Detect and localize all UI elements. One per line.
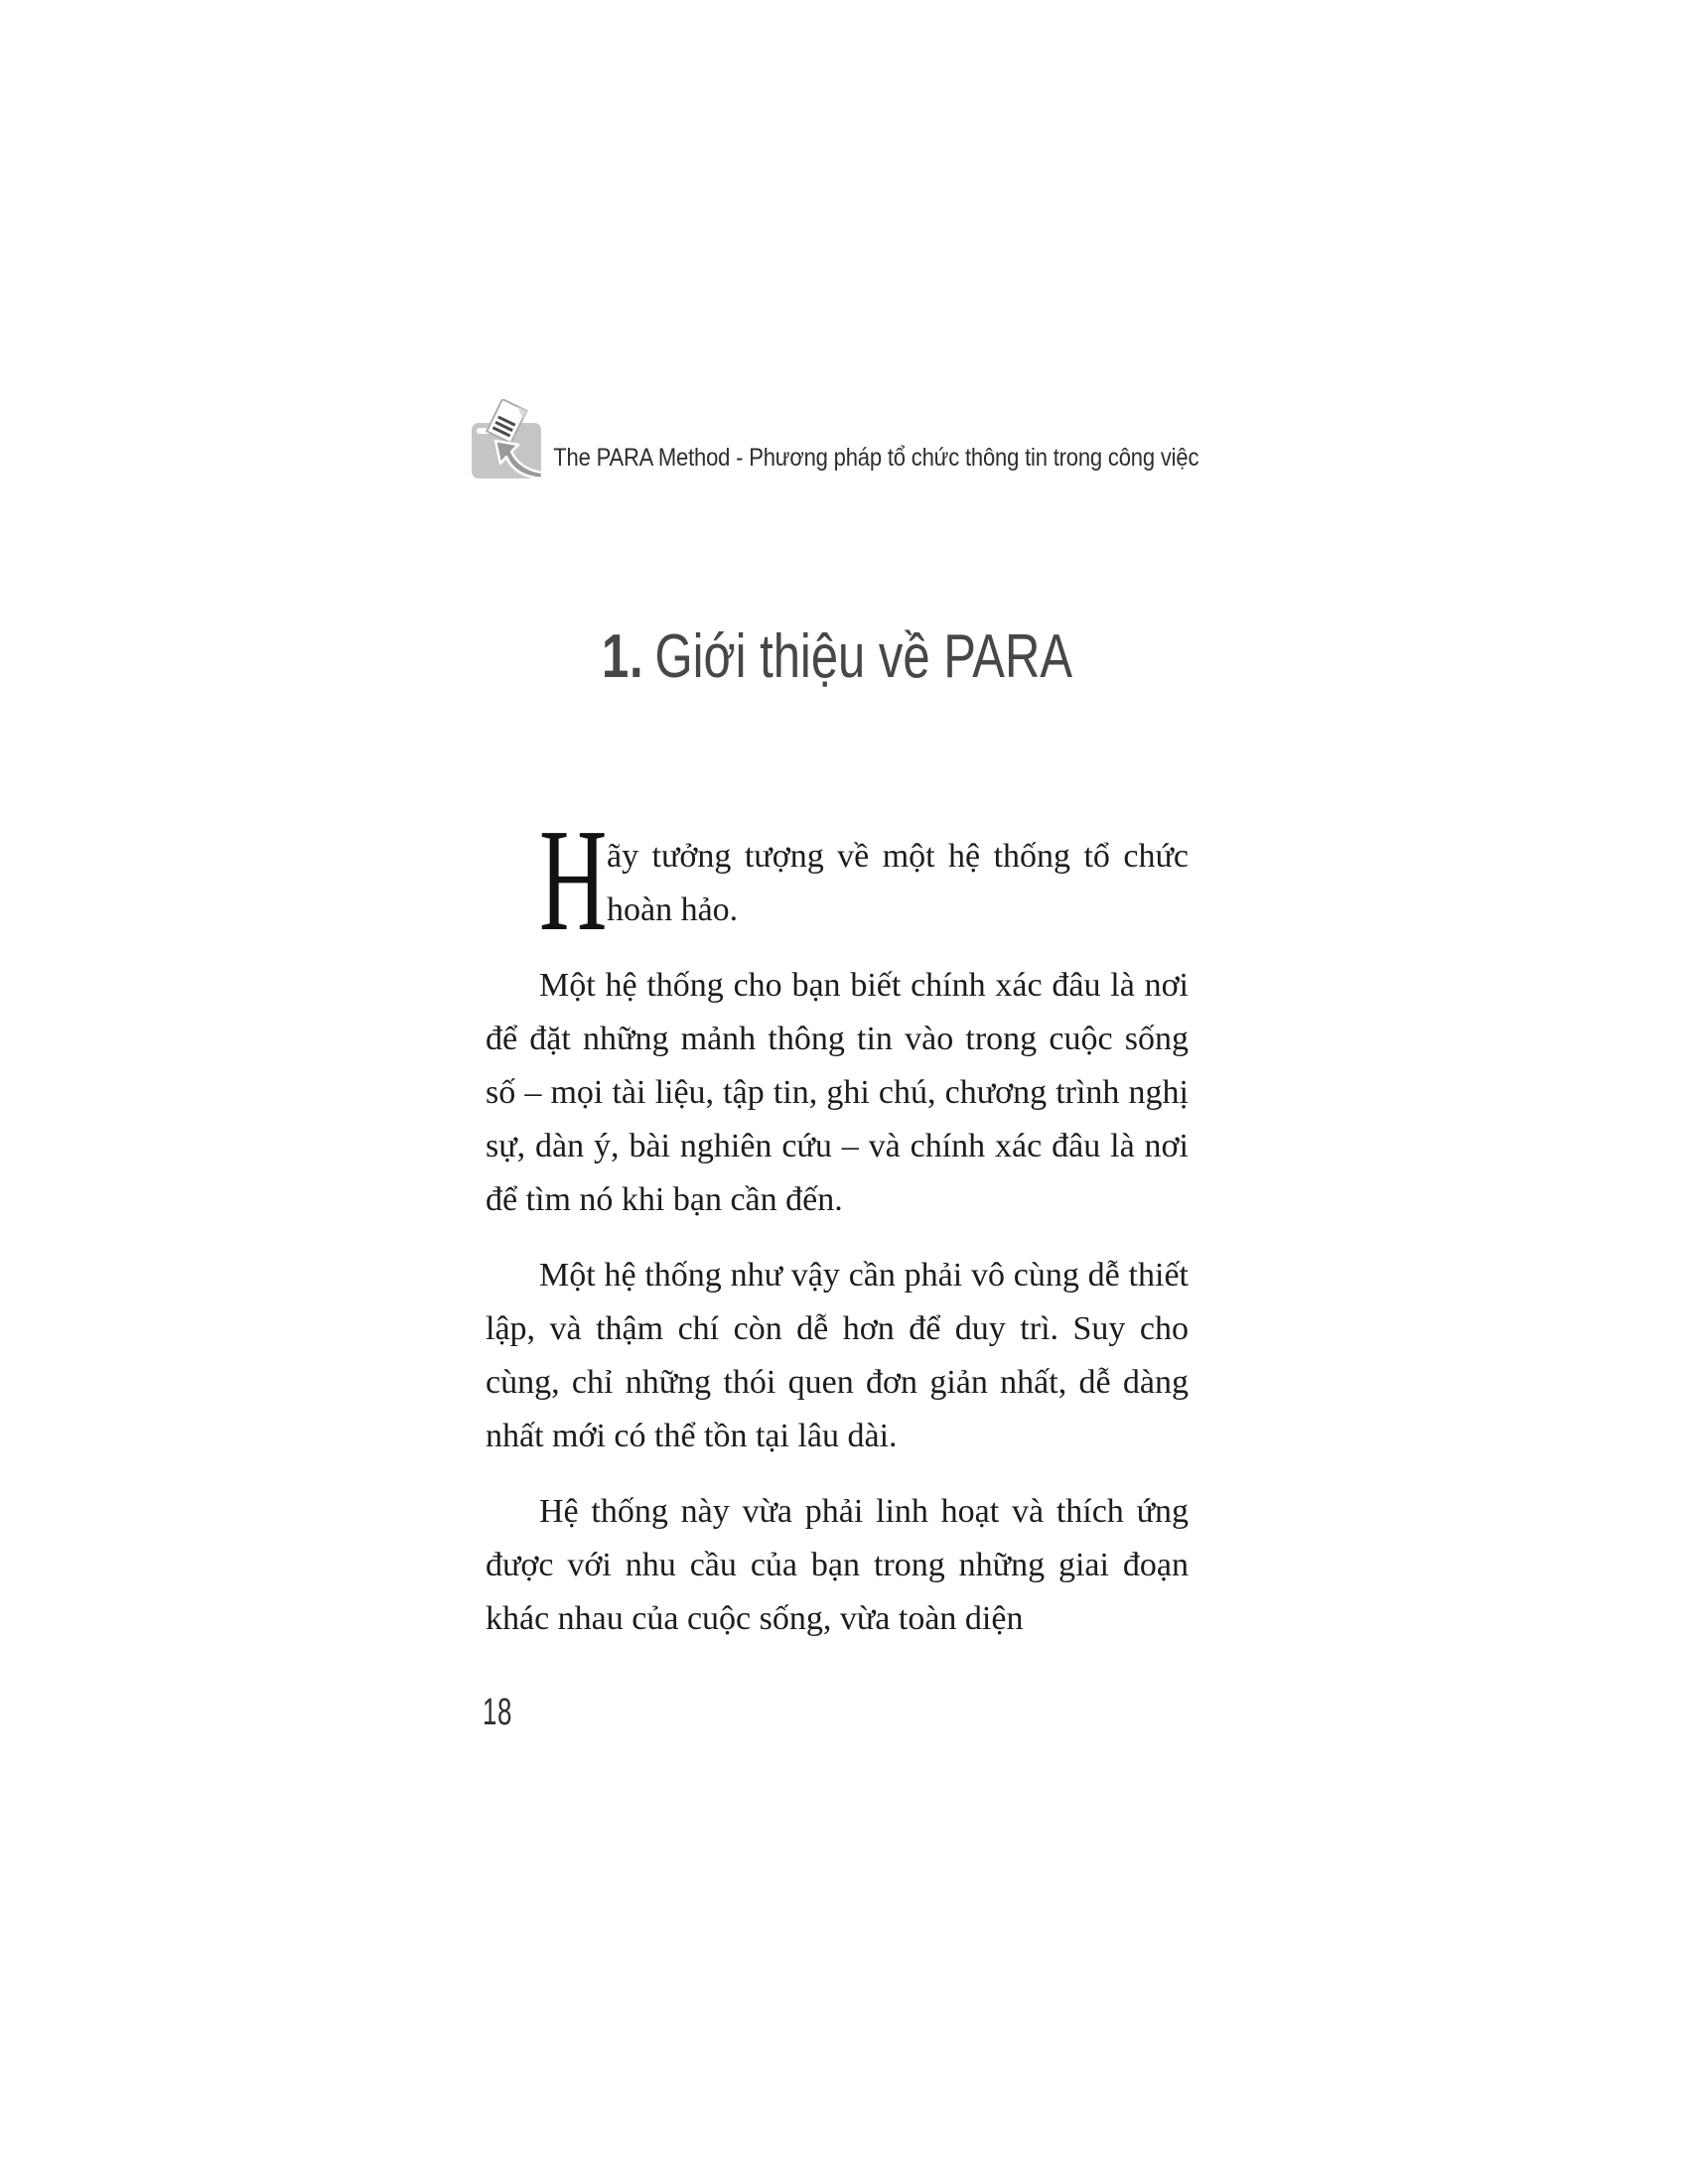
- paragraph-2: Một hệ thống cho bạn biết chính xác đâu là nơi để đặt những mảnh thông tin vào trong cuộc sống số – mọi tài liệu, tập tin, ghi chú, chương trình nghị sự, dàn ý, bài nghiên cứu – và chính xác đâu là nơi để tìm nó khi bạn cần đến.: [486, 967, 1189, 1218]
- chapter-heading: [486, 621, 1189, 693]
- chapter-number: 1.: [602, 622, 644, 691]
- folder-document-arrow-icon: [467, 399, 548, 484]
- paragraph-3: Một hệ thống như vậy cần phải vô cùng dễ thiết lập, và thậm chí còn dễ hơn để duy trì. Suy cho cùng, chỉ những thói quen đơn giản nhất, dễ dàng nhất mới có thể tồn tại lâu dài.: [486, 1257, 1189, 1454]
- chapter-heading-scale: [602, 621, 1072, 693]
- paragraph-1: [539, 799, 1189, 962]
- body-text: [486, 799, 1189, 1668]
- running-header: [467, 399, 1288, 484]
- paragraph-4: Hệ thống này vừa phải linh hoạt và thích ứng được với nhu cầu của bạn trong những giai đoạn khác nhau của cuộc sống, vừa toàn diện: [486, 1493, 1189, 1637]
- running-header-title: The PARA Method - Phương pháp tổ chức thông tin trong công việc: [553, 444, 1199, 472]
- page-number: 18: [483, 1692, 513, 1733]
- chapter-title: Giới thiệu về PARA: [654, 622, 1072, 691]
- drop-cap: H: [539, 799, 608, 962]
- paragraph-1-text: ãy tưởng tượng về một hệ thống tổ chức hoàn hảo.: [607, 838, 1189, 928]
